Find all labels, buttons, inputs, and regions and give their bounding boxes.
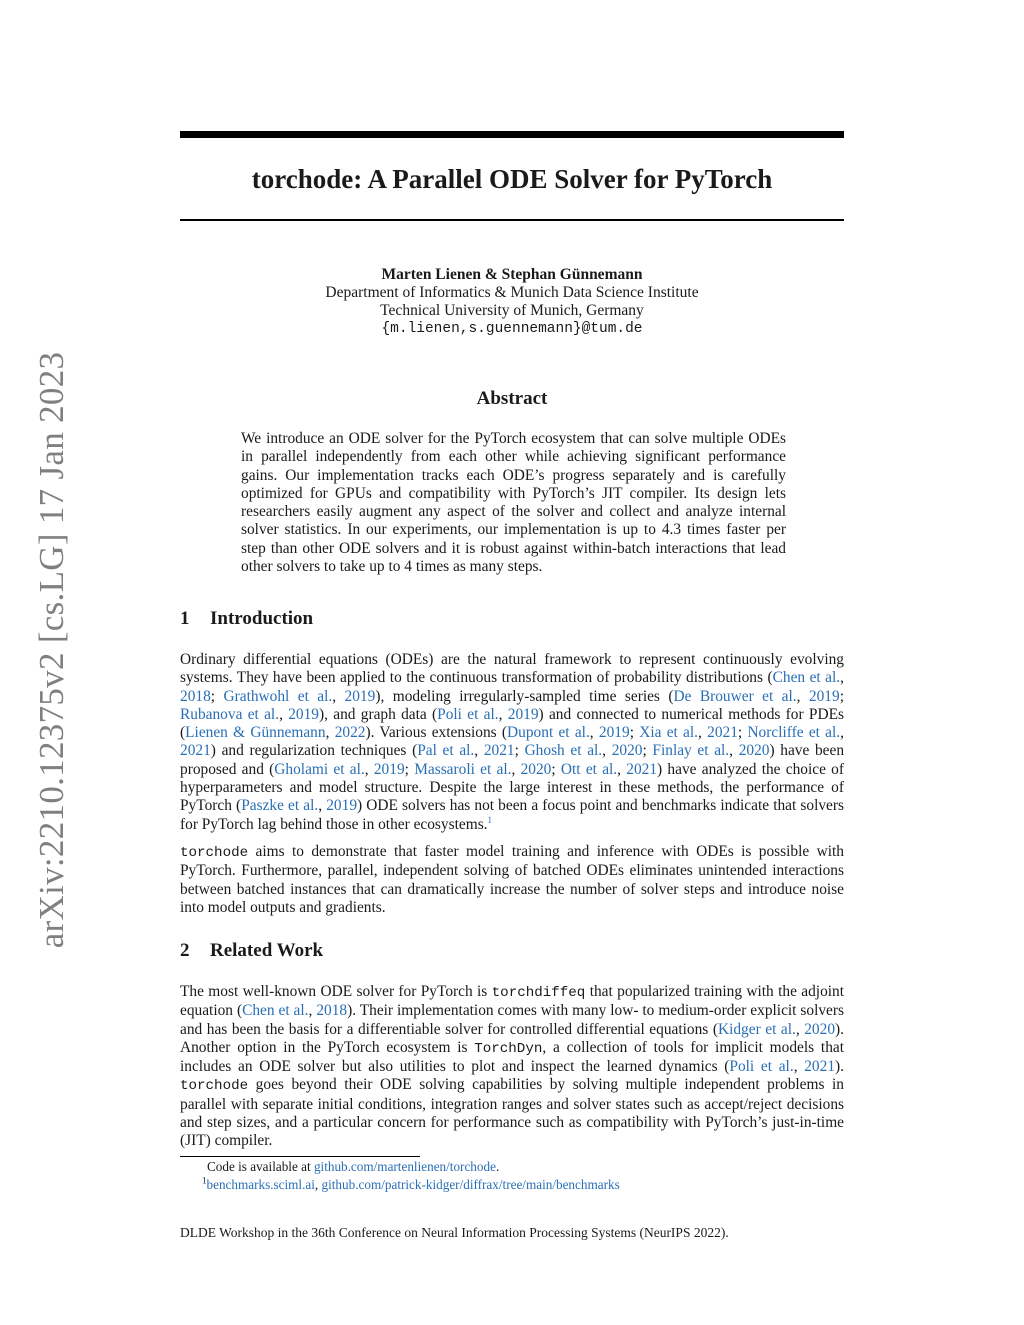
- citation-link[interactable]: Ott et al.: [560, 760, 618, 778]
- section-title: Related Work: [210, 940, 324, 961]
- citation-link[interactable]: Finlay et al.: [652, 742, 730, 760]
- citation-link[interactable]: Gholami et al.: [274, 760, 365, 778]
- citation-link[interactable]: 2020: [611, 742, 643, 760]
- section-heading-introduction: [180, 608, 313, 630]
- citation-link[interactable]: Dupont et al.: [507, 724, 590, 742]
- section-number: 2: [180, 940, 190, 961]
- citation-link[interactable]: 2021: [180, 742, 211, 760]
- footnote-1: $^1$benchmarks.sciml.ai, github.com/patrick-kidger/diffrax/tree/main/benchmarks: [202, 1175, 620, 1192]
- footnote-code: Code is available at github.com/martenlienen/torchode.: [207, 1159, 500, 1174]
- inline-code: torchdiffeq: [491, 985, 586, 1001]
- citation-link[interactable]: De Brouwer et al.: [673, 687, 797, 705]
- citation-link[interactable]: 2019: [326, 797, 358, 815]
- footnote-marker[interactable]: 1: [487, 814, 493, 825]
- abstract-heading: Abstract: [476, 388, 548, 409]
- related-work-paragraph: The most well-known ODE solver for PyTorch is torchdiffeq that popularized training with the adjoint equation (Chen et al., 2018). Their implementation comes with many low- to medium-order explicit solvers and has been the basis for a differentiable solver for controlled differential equations (Kidger et al., 2020). Another option in the PyTorch ecosystem is TorchDyn, a collection of tools for implicit models that includes an ODE solver but also utilities to plot and inspect the learned dynamics (Poli et al., 2021). torchode goes beyond their ODE solving capabilities by solving multiple independent problems in parallel with separate initial conditions, integration ranges and solver states such as accept/reject decisions and step sizes, and a particular concern for performance such as compatibility with PyTorch’s just-in-time (JIT) compiler.: [180, 983, 845, 1150]
- citation-link[interactable]: Norcliffe et al.: [747, 724, 841, 742]
- author-names: Marten Lienen & Stephan Günnemann: [381, 266, 643, 283]
- citation-link[interactable]: 2019: [507, 705, 539, 723]
- citation-link[interactable]: Ghosh et al.: [524, 742, 603, 760]
- section-title: Introduction: [210, 608, 314, 629]
- citation-link[interactable]: 2019: [288, 705, 319, 723]
- citation-link[interactable]: Chen et al.: [772, 669, 841, 687]
- paper-title: torchode: A Parallel ODE Solver for PyTorch: [251, 164, 773, 194]
- citation-link[interactable]: Massaroli et al.: [414, 760, 512, 778]
- affiliation-line-1: Department of Informatics & Munich Data Science Institute: [325, 284, 699, 301]
- citation-link[interactable]: Rubanova et al.: [180, 705, 280, 723]
- citation-link[interactable]: Grathwohl et al.: [223, 687, 333, 705]
- inline-code: torchode: [180, 845, 249, 861]
- citation-link[interactable]: 2020: [738, 742, 770, 760]
- citation-link[interactable]: 2022: [334, 724, 366, 742]
- inline-code: TorchDyn: [474, 1040, 543, 1057]
- title-bottom-rule: [180, 219, 844, 221]
- section-number: 1: [180, 608, 190, 629]
- citation-link[interactable]: 2019: [808, 687, 840, 705]
- citation-link[interactable]: 2020: [520, 760, 552, 778]
- affiliation-line-2: Technical University of Munich, Germany: [380, 302, 644, 319]
- citation-link[interactable]: Kidger et al.: [717, 1020, 796, 1038]
- section-heading-related-work: [180, 940, 323, 962]
- citation-link[interactable]: 2021: [707, 724, 738, 742]
- citation-link[interactable]: Paszke et al.: [241, 797, 319, 815]
- citation-link[interactable]: 2019: [344, 687, 376, 705]
- benchmarks-link[interactable]: benchmarks.sciml.ai: [206, 1177, 315, 1192]
- citation-link[interactable]: Pal et al.: [417, 742, 475, 760]
- citation-link[interactable]: 2020: [804, 1020, 836, 1038]
- footnote-rule: [180, 1156, 420, 1157]
- footnote-number: 1: [202, 1175, 207, 1186]
- citation-link[interactable]: 2018: [316, 1002, 348, 1020]
- abstract-text: We introduce an ODE solver for the PyTorch ecosystem that can solve multiple ODEs in parallel independently from each other while achieving significant performance gains. Our implementation tracks each ODE’s progress separately and is carefully optimized for GPUs and compatibility with PyTorch’s JIT compiler. Its design lets researchers easily augment any aspect of the solver and collect and analyze internal solver statistics. In our experiments, our implementation is up to 4.3 times faster per step than other ODE solvers and it is robust against within-batch interactions that lead other solvers to take up to 4 times as many steps.: [241, 430, 786, 576]
- citation-link[interactable]: Xia et al.: [639, 724, 699, 742]
- diffrax-benchmarks-link[interactable]: github.com/patrick-kidger/diffrax/tree/main/benchmarks: [321, 1177, 620, 1192]
- citation-link[interactable]: Poli et al.: [729, 1058, 794, 1076]
- citation-link[interactable]: 2021: [626, 760, 658, 778]
- citation-link[interactable]: 2019: [598, 724, 630, 742]
- author-block: [180, 266, 844, 338]
- citation-link[interactable]: 2019: [373, 760, 405, 778]
- intro-paragraph-1: Ordinary differential equations (ODEs) are the natural framework to represent continuously evolving systems. They have been applied to the continuous transformation of probability distributions (Chen et al., 2018; Grathwohl et al., 2019), modeling irregularly-sampled time series (De Brouwer et al., 2019; Rubanova et al., 2019), and graph data (Poli et al., 2019) and connected to numerical methods for PDEs (Lienen & Günnemann, 2022). Various extensions (Dupont et al., 2019; Xia et al., 2021; Norcliffe et al., 2021) and regularization techniques (Pal et al., 2021; Ghosh et al., 2020; Finlay et al., 2020) have been proposed and (Gholami et al., 2019; Massaroli et al., 2020; Ott et al., 2021) have analyzed the choice of hyperparameters and model structure. Despite the large interest in these methods, the performance of PyTorch (Paszke et al., 2019) ODE solvers has not been a focus point and benchmarks indicate that solvers for PyTorch lag behind those in other ecosystems.$^1$: [180, 651, 845, 833]
- citation-link[interactable]: Chen et al.: [242, 1002, 309, 1020]
- arxiv-identifier: arXiv:2210.12375v2 [cs.LG] 17 Jan 2023: [32, 351, 71, 949]
- author-emails: {m.lienen,s.guennemann}@tum.de: [381, 321, 643, 337]
- title-top-rule: [180, 131, 844, 138]
- citation-link[interactable]: 2021: [483, 742, 515, 760]
- venue-footer: DLDE Workshop in the 36th Conference on Neural Information Processing Systems (NeurIPS 2022).: [180, 1225, 729, 1240]
- inline-code: torchode: [180, 1078, 249, 1095]
- citation-link[interactable]: Poli et al.: [437, 705, 499, 723]
- citation-link[interactable]: 2021: [804, 1058, 836, 1076]
- intro-paragraph-2: torchode aims to demonstrate that faster model training and inference with ODEs is possible with PyTorch. Furthermore, parallel, independent solving of batched ODEs eliminates unintended interactions between batched instances that can dramatically increase the number of solver steps and introduce noise into model outputs and gradients.: [180, 843, 844, 916]
- citation-link[interactable]: 2018: [180, 687, 211, 705]
- code-repo-link[interactable]: github.com/martenlienen/torchode: [313, 1159, 496, 1174]
- citation-link[interactable]: Lienen & Günnemann: [185, 724, 326, 742]
